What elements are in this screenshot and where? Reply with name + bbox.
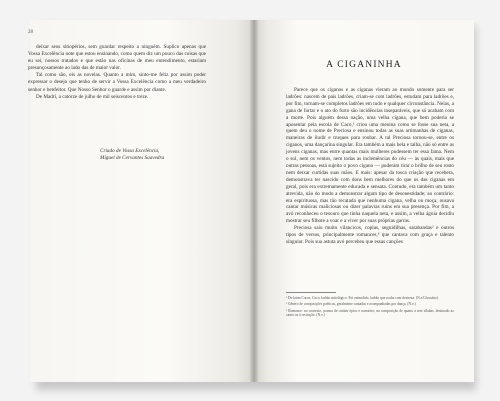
footnote-divider xyxy=(286,292,336,293)
footnote: ³ Romance: no contexto, poema de caráter épico e narrativo, na composição de quatro a sete sílabas, destinado ao canto ou à recitação. (N.e.) xyxy=(286,308,454,318)
signature-block xyxy=(100,148,220,162)
book-gutter xyxy=(250,20,258,382)
right-paragraph: Preciosa saiu muito vilancicos, coplas, seguidilhas, sarabandas² e outros tipos de versos, principalmente romances,³ que cantava com graça e talento singular. Pois sua astuta avó percebeu que essas canções xyxy=(286,225,454,245)
signature-line: Criado de Vossa Excelência, xyxy=(100,148,160,154)
chapter-title: A CIGANINHA xyxy=(326,60,402,70)
left-paragraph: De Madri, a catorze de julho de mil seiscentos e treze. xyxy=(36,93,149,100)
signature-name: Miguel de Cervantes Saavedra xyxy=(100,155,165,162)
footnote: ¹ Do latim Cacus, Caco, ladrão mitológico. Foi entendido, ladrão que rouba com destreza. (N.e/Glossário) xyxy=(286,296,439,300)
footnotes xyxy=(286,296,454,320)
left-paragraph: Tal como são, eis as novelas. Quanto a mim, sinto-me feliz por assim poder expressar o desejo que tenho de servir a Vossa Excelência como a meu verdadeiro senhor e benfeitor. Que Nosso Senhor o guarde e assim por diante. xyxy=(28,72,206,93)
page-number: 28 xyxy=(28,30,33,35)
left-page-body xyxy=(28,44,206,101)
left-paragraph: deixar seus sitiopérios, sem guardar respeito a ninguém. Suplico apenas que Vossa Excelência note que estou ensinando, como quem diz um pouco das coisas que eu sei, nossos tratados e que estão nas oficinas de meu entendimento, estariam presunçosamente ao lado das de maior valor. xyxy=(28,44,206,72)
right-page-body xyxy=(286,87,454,246)
right-paragraph: Parece que os ciganos e as ciganas vieram ao mundo somente para ser ladrões: nascem de pais ladrões, criam-se com ladrões, estudam para ladrões e, por fim, tornam-se completos ladrões em tudo e qualquer circunstância. Nelas, a gana de furtar e o ato do furto são incidências inseparáveis, que só acabam com a morte. Pois alguém dessa nação, uma velha cigana, que bem poderia se aposentar pela escola de Caco,¹ criou uma menina como se fosse sua neta, a quem deu o nome de Preciosa e ensinou todas as suas artimanhas de ciganas, maneiras de iludir e truques para roubar. A tal Preciosa tornou-se, entre os ciganos, uma dançarina singular. Era também a mais bela e talha, não só entre as jovens ciganas, mas entre quantas mais mulheres pudessem ter essa fama. Nem o sol, nem os ventos, nem todas as inclemências do céu — às quais, mais que outras pessoas, está sujeito o povo cigano — puderam tirar o brilho de seu rosto nem deixar curtidas suas mãos. E mais: apesar da tosca criação que recebera, demonstrava ter nascido com dons bem melhores do que os das ciganas em geral, pois era extremamente educada e sensata. Contudo, era também um tanto atrevida, não do modo a demonstrar algum tipo de desonestidade; ao contrário: era espirituosa, mas tão recatada que nenhuma cigana, velha ou moça, ousava cantar músicas maliciosas ou dizer palavras ruins em sua presença. Por fim, a avó reconheceu o tesouro que tinha naquela neta, e assim, a velha águia decidiu mostrar seu filhote a voar e a viver por suas próprias garras. xyxy=(286,87,454,225)
footnote: ² Gênero de composições poéticas, geralmente cantadas e acompanhadas por dança. (N.e.) xyxy=(286,302,416,307)
